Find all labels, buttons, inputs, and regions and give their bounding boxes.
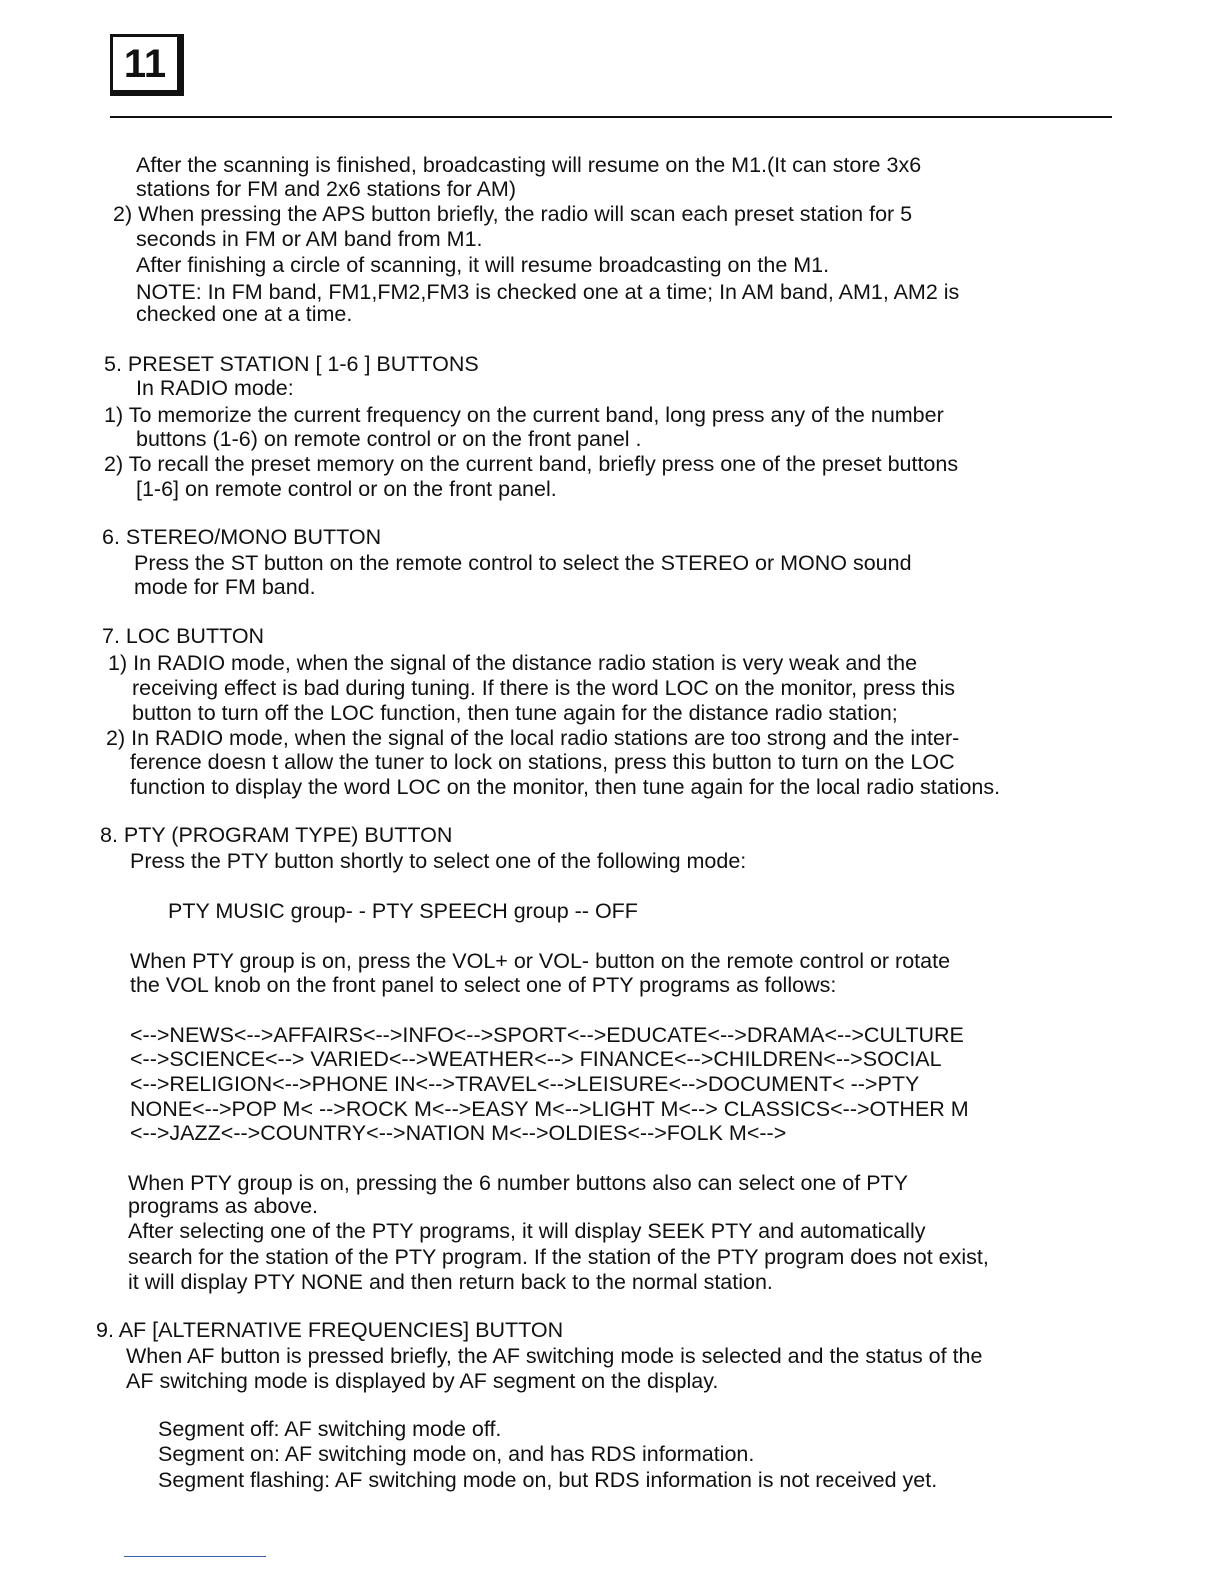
text-line: In RADIO mode: xyxy=(136,376,294,400)
pty-list-line: <-->JAZZ<-->COUNTRY<-->NATION M<-->OLDIES<-->FOLK M<--> xyxy=(130,1121,787,1145)
text-line: mode for FM band. xyxy=(134,575,316,599)
pty-list-line: <-->SCIENCE<--> VARIED<-->WEATHER<--> FINANCE<-->CHILDREN<-->SOCIAL xyxy=(130,1047,942,1071)
list-item: 1) In RADIO mode, when the signal of the distance radio station is very weak and the xyxy=(108,651,918,675)
text-line: After the scanning is finished, broadcasting will resume on the M1.(It can store 3x6 xyxy=(136,153,922,177)
list-item: 2) To recall the preset memory on the current band, briefly press one of the preset buttons xyxy=(104,452,959,476)
footer-rule xyxy=(124,1556,266,1557)
text-line: When PTY group is on, press the VOL+ or VOL- button on the remote control or rotate xyxy=(130,949,951,973)
list-item: 1) To memorize the current frequency on the current band, long press any of the number xyxy=(104,403,944,427)
page-number: 11 xyxy=(110,34,184,96)
section-heading: 7. LOC BUTTON xyxy=(102,624,265,648)
text-line: programs as above. xyxy=(128,1194,319,1218)
text-line: receiving effect is bad during tuning. If there is the word LOC on the monitor, press this xyxy=(132,676,956,700)
text-line: ference doesn t allow the tuner to lock on stations, press this button to turn on the LOC xyxy=(130,750,955,774)
text-line: seconds in FM or AM band from M1. xyxy=(136,227,483,251)
pty-list-line: <-->NEWS<-->AFFAIRS<-->INFO<-->SPORT<-->EDUCATE<-->DRAMA<-->CULTURE xyxy=(130,1023,964,1047)
text-line: it will display PTY NONE and then return back to the normal station. xyxy=(128,1270,773,1294)
text-line: When PTY group is on, pressing the 6 number buttons also can select one of PTY xyxy=(128,1171,909,1195)
header-rule xyxy=(110,116,1112,118)
pty-list-line: NONE<-->POP M< -->ROCK M<-->EASY M<-->LIGHT M<--> CLASSICS<-->OTHER M xyxy=(130,1097,969,1121)
text-line: [1-6] on remote control or on the front panel. xyxy=(136,477,557,501)
text-line: search for the station of the PTY program. If the station of the PTY program does not exist, xyxy=(128,1245,989,1269)
section-heading: 6. STEREO/MONO BUTTON xyxy=(102,525,382,549)
text-line: buttons (1-6) on remote control or on the front panel . xyxy=(136,427,642,451)
text-line: the VOL knob on the front panel to select one of PTY programs as follows: xyxy=(130,973,837,997)
section-heading: 8. PTY (PROGRAM TYPE) BUTTON xyxy=(100,823,453,847)
text-line: After finishing a circle of scanning, it will resume broadcasting on the M1. xyxy=(136,253,830,277)
text-line: When AF button is pressed briefly, the AF switching mode is selected and the status of the xyxy=(126,1344,983,1368)
text-line: After selecting one of the PTY programs, it will display SEEK PTY and automatically xyxy=(128,1219,926,1243)
text-line: button to turn off the LOC function, then tune again for the distance radio station; xyxy=(132,701,898,725)
text-line: function to display the word LOC on the monitor, then tune again for the local radio stations. xyxy=(130,775,1001,799)
section-heading: 5. PRESET STATION [ 1-6 ] BUTTONS xyxy=(104,352,479,376)
list-item: 2) When pressing the APS button briefly, the radio will scan each preset station for 5 xyxy=(113,202,913,226)
pty-list-line: <-->RELIGION<-->PHONE IN<-->TRAVEL<-->LEISURE<-->DOCUMENT< -->PTY xyxy=(130,1072,920,1096)
segment-status-line: Segment off: AF switching mode off. xyxy=(158,1417,502,1441)
text-line: Press the ST button on the remote control to select the STEREO or MONO sound xyxy=(134,551,912,575)
text-line: Press the PTY button shortly to select one of the following mode: xyxy=(130,849,747,873)
list-item: 2) In RADIO mode, when the signal of the local radio stations are too strong and the inter- xyxy=(106,726,960,750)
segment-status-line: Segment on: AF switching mode on, and has RDS information. xyxy=(158,1442,755,1466)
mode-sequence: PTY MUSIC group- - PTY SPEECH group -- OFF xyxy=(168,899,638,923)
section-heading: 9. AF [ALTERNATIVE FREQUENCIES] BUTTON xyxy=(96,1318,564,1342)
note-text: NOTE: In FM band, FM1,FM2,FM3 is checked one at a time; In AM band, AM1, AM2 is xyxy=(136,280,960,304)
text-line: stations for FM and 2x6 stations for AM) xyxy=(136,177,516,201)
segment-status-line: Segment flashing: AF switching mode on, but RDS information is not received yet. xyxy=(158,1468,938,1492)
text-line: AF switching mode is displayed by AF segment on the display. xyxy=(126,1369,719,1393)
text-line: checked one at a time. xyxy=(136,302,353,326)
